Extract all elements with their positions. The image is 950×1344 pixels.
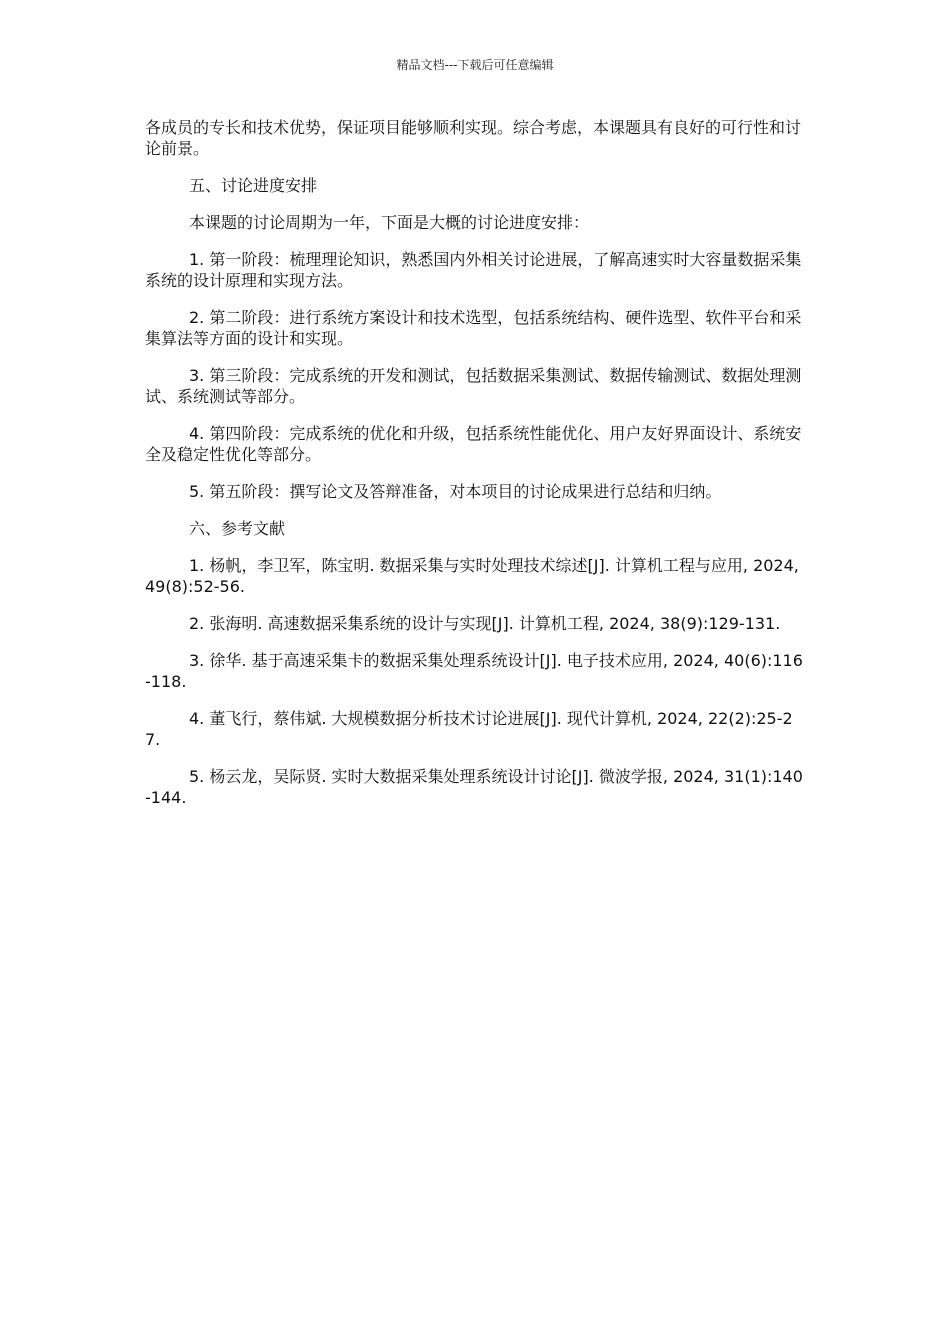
schedule-stage-item: 2. 第二阶段：进行系统方案设计和技术选型，包括系统结构、硬件选型、软件平台和采集算法等方面的设计和实现。 (145, 308, 802, 348)
reference-item: 5. 杨云龙，吴际贤. 实时大数据采集处理系统设计讨论[J]. 微波学报, 2024, 31(1):140-144. (145, 767, 803, 807)
schedule-stage-item: 5. 第五阶段：撰写论文及答辩准备，对本项目的讨论成果进行总结和归纳。 (189, 482, 722, 501)
page-header: 精品文档---下载后可任意编辑 (396, 58, 554, 72)
schedule-stage-item: 4. 第四阶段：完成系统的优化和升级，包括系统性能优化、用户友好界面设计、系统安全及稳定性优化等部分。 (145, 424, 802, 464)
section-heading-schedule: 五、讨论进度安排 (189, 176, 318, 195)
document-body (145, 117, 805, 824)
reference-item: 3. 徐华. 基于高速采集卡的数据采集处理系统设计[J]. 电子技术应用, 2024, 40(6):116-118. (145, 651, 803, 691)
schedule-stage-item: 3. 第三阶段：完成系统的开发和测试，包括数据采集测试、数据传输测试、数据处理测试、系统测试等部分。 (145, 366, 802, 406)
reference-item: 1. 杨帆，李卫军，陈宝明. 数据采集与实时处理技术综述[J]. 计算机工程与应用, 2024, 49(8):52-56. (145, 556, 799, 596)
schedule-stage-item: 1. 第一阶段：梳理理论知识，熟悉国内外相关讨论进展，了解高速实时大容量数据采集系统的设计原理和实现方法。 (145, 250, 802, 290)
reference-item: 2. 张海明. 高速数据采集系统的设计与实现[J]. 计算机工程, 2024, 38(9):129-131. (189, 614, 781, 633)
section-heading-references: 六、参考文献 (189, 519, 286, 538)
intro-continuation-paragraph: 各成员的专长和技术优势，保证项目能够顺利实现。综合考虑，本课题具有良好的可行性和讨论前景。 (145, 118, 802, 158)
reference-item: 4. 董飞行，蔡伟斌. 大规模数据分析技术讨论进展[J]. 现代计算机, 2024, 22(2):25-27. (145, 709, 793, 749)
schedule-intro-paragraph: 本课题的讨论周期为一年，下面是大概的讨论进度安排： (189, 213, 590, 232)
